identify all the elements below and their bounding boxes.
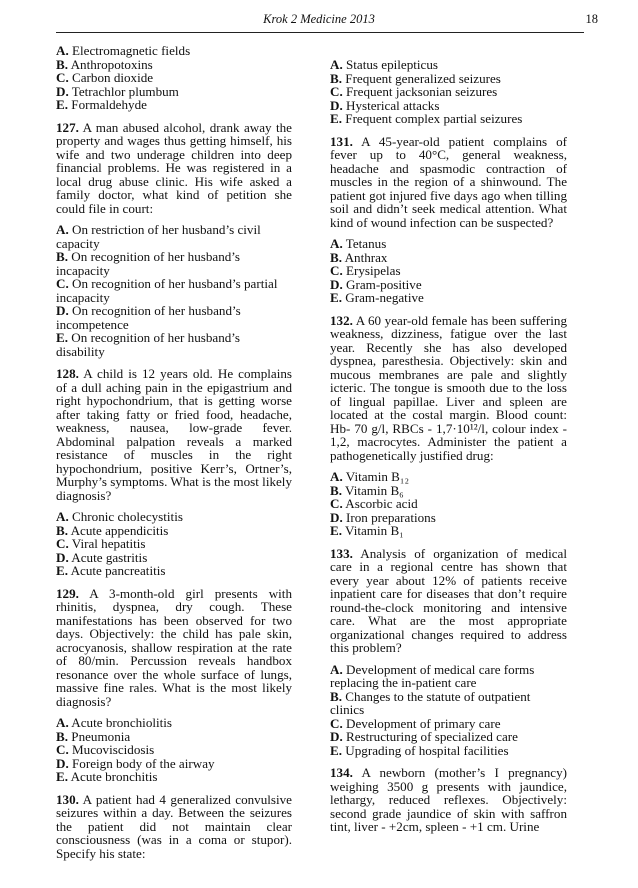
option-e: E. Frequent complex partial seizures bbox=[330, 111, 523, 126]
option-b: B. Pneumonia bbox=[56, 728, 131, 744]
page-header bbox=[40, 12, 598, 30]
page-number: 18 bbox=[585, 12, 598, 26]
option-b: B. Vitamin B₆ bbox=[330, 482, 404, 498]
option-e: E. Acute pancreatitis bbox=[56, 563, 166, 578]
question-129: 129. A 3-month-old girl presents with rhinitis, dyspnea, dry cough. These manifestations has been observed for two days. Objectively: the child has pale skin, acrocyanosis, shallow respiration at the rate of 80/min. Percussion reveals handbox resonance over the whole surface of lungs, massive fine rales. What is the most likely diagnosis? bbox=[56, 585, 292, 709]
option-c: C. Viral hepatitis bbox=[56, 536, 146, 551]
option-b: B. Anthropotoxins bbox=[56, 56, 153, 72]
answer-options bbox=[56, 44, 292, 112]
option-e: E. Acute bronchitis bbox=[56, 769, 158, 784]
option-e: E. Vitamin B₁ bbox=[330, 523, 404, 538]
option-d: D. Iron preparations bbox=[330, 509, 436, 525]
option-d: D. Acute gastritis bbox=[56, 549, 148, 565]
question-128-options bbox=[56, 510, 292, 578]
question-134: 134. A newborn (mother’s I pregnancy) weighing 3500 g presents with jaundice, lethargy, reduced reflexes. Objectively: second grade jaundice of skin with saffron tint, liver - +2cm, spleen - +1 cm. Urine bbox=[330, 765, 567, 834]
question-132-options bbox=[330, 470, 567, 538]
right-column bbox=[330, 44, 567, 842]
question-133-options bbox=[330, 663, 567, 758]
option-a: A. Status epilepticus bbox=[330, 57, 439, 72]
option-e: E. Upgrading of hospital facilities bbox=[330, 742, 509, 758]
option-c: C. Carbon dioxide bbox=[56, 70, 154, 85]
left-column bbox=[56, 44, 292, 868]
option-c: C. Frequent jacksonian seizures bbox=[330, 84, 498, 99]
option-e: E. Gram-negative bbox=[330, 290, 424, 305]
option-c: C. On recognition of her husband’s partial incapacity bbox=[56, 276, 278, 305]
option-b: B. Frequent generalized seizures bbox=[330, 70, 501, 86]
option-e: E. On recognition of her husband’s disability bbox=[56, 330, 241, 359]
option-a: A. Development of medical care forms replacing the in-patient care bbox=[330, 661, 535, 690]
option-a: A. Electromagnetic fields bbox=[56, 43, 191, 58]
option-d: D. Hysterical attacks bbox=[330, 97, 440, 113]
option-a: A. Vitamin B₁₂ bbox=[330, 469, 410, 484]
question-128: 128. A child is 12 years old. He complains of a dull aching pain in the epigastrium and right hypochondrium, that is getting worse after taking fatty or fried food, headache, weakness, nausea, low-grade fever. Abdominal palpation reveals a marked resistance of muscles in the right hypochondrium, positive Kerr’s, Ortner’s, Murphy’s symptoms. What is the most likely diagnosis? bbox=[56, 366, 292, 503]
option-b: B. On recognition of her husband’s incapacity bbox=[56, 249, 241, 278]
option-d: D. Tetrachlor plumbum bbox=[56, 83, 179, 99]
option-c: C. Mucoviscidosis bbox=[56, 742, 155, 757]
option-d: D. Foreign body of the airway bbox=[56, 755, 215, 771]
option-b: B. Changes to the statute of outpatient clinics bbox=[330, 688, 531, 717]
question-130: 130. A patient had 4 generalized convulsive seizures within a day. Between the seizures the patient did not maintain clear consciousness (was in a coma or stupor). Specify his state: bbox=[56, 791, 292, 861]
option-d: D. Restructuring of specialized care bbox=[330, 729, 518, 744]
option-b: B. Acute appendicitis bbox=[56, 522, 169, 538]
option-b: B. Anthrax bbox=[330, 249, 388, 265]
option-d: D. On recognition of her husband’s incompetence bbox=[56, 303, 241, 332]
option-a: A. On restriction of her husband’s civil capacity bbox=[56, 222, 261, 251]
question-129-options bbox=[56, 716, 292, 784]
option-c: C. Erysipelas bbox=[330, 263, 401, 278]
question-131-options bbox=[330, 237, 567, 305]
question-131: 131. A 45-year-old patient complains of fever up to 40°C, general weakness, headache and spasmodic contraction of muscles in the region of a shinwound. The patient got injured five days ago when tilling soil and didn’t seek medical attention. What kind of wound infection can be suspected? bbox=[330, 133, 567, 230]
option-e: E. Formaldehyde bbox=[56, 97, 147, 112]
question-127-options bbox=[56, 223, 292, 358]
option-a: A. Acute bronchiolitis bbox=[56, 715, 173, 730]
option-c: C. Ascorbic acid bbox=[330, 496, 418, 511]
question-132: 132. A 60 year-old female has been suffering weakness, dizziness, fatigue over the last year. Recently she has also developed dyspnea, paresthesia. Objectively: skin and mucous membranes are pale and slightly icteric. The tongue is smooth due to the loss of lingual papillae. Liver and spleen are located at the costal margin. Blood count: Hb- 70 g/l, RBCs - 1,7·10¹²/l, colour index - 1,2, macrocytes. Administer the patient a pathogenetically justified drug: bbox=[330, 312, 567, 463]
option-a: A. Chronic cholecystitis bbox=[56, 509, 183, 524]
question-133: 133. Analysis of organization of medical care in a regional centre has shown that every year about 12% of patients receive inpatient care for diseases that don’t require round-the-clock monitoring and intensive care. What are the most appropriate organizational changes required to address this problem? bbox=[330, 545, 567, 655]
option-d: D. Gram-positive bbox=[330, 276, 422, 292]
header-rule bbox=[56, 32, 584, 33]
document-title: Krok 2 Medicine 2013 bbox=[263, 12, 375, 26]
option-a: A. Tetanus bbox=[330, 236, 387, 251]
question-130-options bbox=[330, 58, 567, 126]
question-127: 127. A man abused alcohol, drank away the property and wages thus getting himself, his wife and two underage children into deep financial problems. He was registered in a local drug abuse clinic. His wife asked a family doctor, what kind of petition she could file in court: bbox=[56, 119, 292, 216]
option-c: C. Development of primary care bbox=[330, 715, 501, 731]
